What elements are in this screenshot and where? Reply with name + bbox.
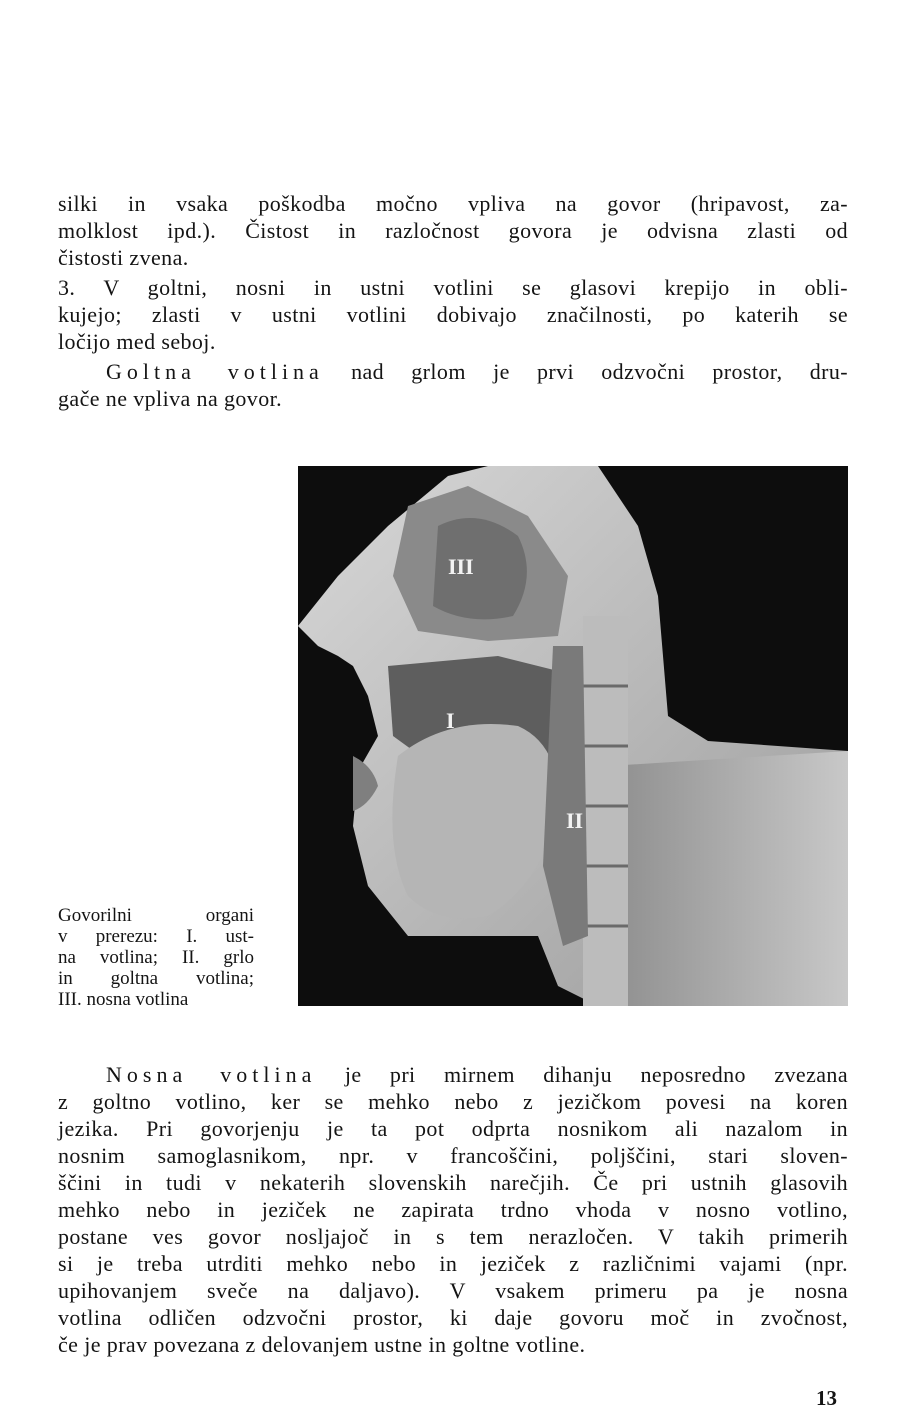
goltna-term: Goltna votlina <box>106 359 324 384</box>
page-number: 13 <box>816 1386 837 1410</box>
text-line: če je prav povezana z delovanjem ustne in goltne votline. <box>58 1332 586 1357</box>
text-line: silki in vsaka poškodba močno vpliva na govor (hripavost, za- <box>58 191 848 216</box>
figure-caption-line: Govorilni organi <box>58 905 254 926</box>
nosna-term: Nosna votlina <box>106 1062 317 1087</box>
spine <box>583 616 628 1006</box>
text-line: čistosti zvena. <box>58 245 189 270</box>
text-line: postane ves govor nosljajoč in s tem nerazločen. V takih primerih <box>58 1224 848 1249</box>
figure-caption-line: na votlina; II. grlo <box>58 947 254 968</box>
text-line: gače ne vpliva na govor. <box>58 386 283 411</box>
text-line: si je treba utrditi mehko nebo in jeziček z različnimi vajami (npr. <box>58 1251 848 1276</box>
text-line: nosnim samoglasnikom, npr. v francoščini, poljščini, stari sloven- <box>58 1143 848 1168</box>
anatomy-figure <box>298 466 848 1006</box>
label-throat: II <box>566 808 584 833</box>
text-line: upihovanjem sveče na daljavo). V vsakem primeru pa je nosna <box>58 1278 848 1303</box>
text-line: ločijo med seboj. <box>58 329 216 354</box>
label-oral: I <box>446 708 455 733</box>
goltna-paragraph-first-line <box>106 358 848 385</box>
text-line: votlina odličen odzvočni prostor, ki daje govoru moč in zvočnost, <box>58 1305 848 1330</box>
text-line: ščini in tudi v nekaterih slovenskih narečjih. Če pri ustnih glasovih <box>58 1170 848 1195</box>
text-line: jezika. Pri govorjenju je ta pot odprta nosnikom ali nazalom in <box>58 1116 848 1141</box>
text-line: kujejo; zlasti v ustni votlini dobivajo značilnosti, po katerih se <box>58 302 848 327</box>
nosna-line1-rest: je pri mirnem dihanju neposredno zvezana <box>344 1062 848 1087</box>
figure-caption-line: in goltna votlina; <box>58 968 254 989</box>
label-nasal: III <box>448 554 474 579</box>
figure-caption-line: v prerezu: I. ust- <box>58 926 254 947</box>
text-line: molklost ipd.). Čistost in razločnost govora je odvisna zlasti od <box>58 218 848 243</box>
speech-organs-section-image <box>298 466 848 1006</box>
text-line: 3. V goltni, nosni in ustni votlini se glasovi krepijo in obli- <box>58 275 848 300</box>
neck-region <box>598 751 848 1006</box>
text-line: z goltno votlino, ker se mehko nebo z jezičkom povesi na koren <box>58 1089 848 1114</box>
figure-caption-line: III. nosna votlina <box>58 989 189 1010</box>
nosna-paragraph-first-line <box>106 1061 848 1088</box>
goltna-line1-rest: nad grlom je prvi odzvočni prostor, dru- <box>351 359 848 384</box>
text-line: mehko nebo in jeziček ne zapirata trdno vhoda v nosno votlino, <box>58 1197 848 1222</box>
